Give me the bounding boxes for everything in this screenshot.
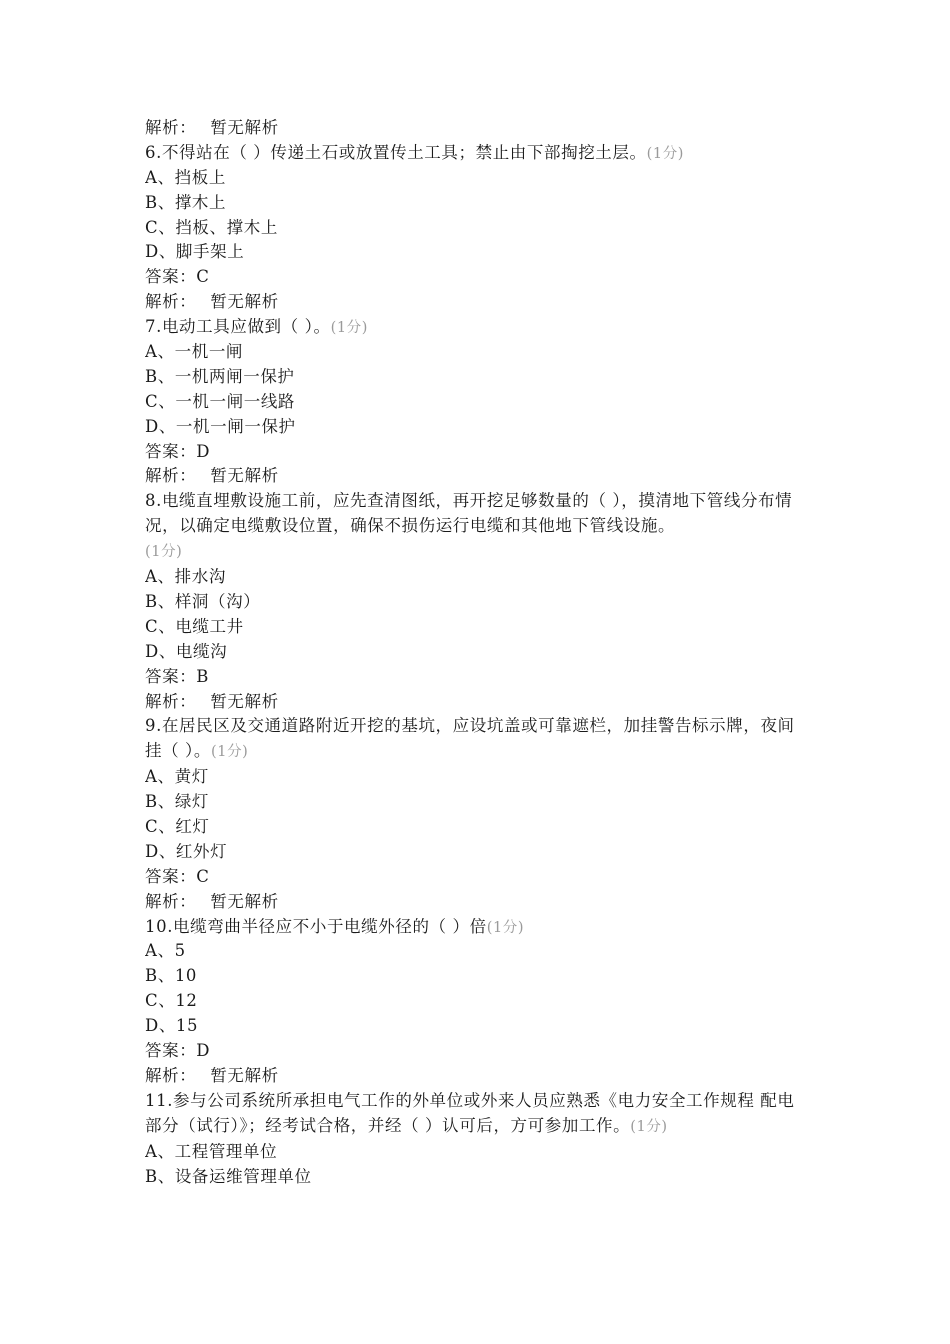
answer-line: 答案：C	[145, 866, 210, 886]
explanation-line	[145, 290, 810, 315]
option-b: B、10	[145, 966, 198, 986]
question-number: 9.	[145, 716, 162, 736]
option-a: A、5	[145, 941, 186, 961]
question-6	[145, 141, 810, 166]
option-a: A、工程管理单位	[145, 1141, 278, 1161]
question-text: 电缆弯曲半径应不小于电缆外径的（ ）倍	[173, 916, 487, 936]
option-b: B、一机两闸一保护	[145, 366, 295, 386]
option-a: A、排水沟	[145, 567, 226, 587]
question-text: 不得站在（ ）传递土石或放置传土工具；禁止由下部掏挖土层。	[161, 142, 647, 162]
answer-line: 答案：D	[145, 441, 211, 461]
option-d: D、脚手架上	[145, 242, 245, 262]
explanation-label: 解析：	[145, 118, 197, 137]
question-text: 参与公司系统所承担电气工作的外单位或外来人员应熟悉《电力安全工作规程 配电部分（试行）》；经考试合格，并经（ ）认可后，方可参加工作。	[145, 1090, 795, 1135]
question-score: (1分)	[145, 544, 183, 561]
explanation-line	[145, 116, 810, 141]
explanation-label: 解析：	[145, 891, 197, 911]
question-text: 电动工具应做到（ ）。	[161, 317, 331, 337]
question-number: 7.	[145, 317, 162, 337]
explanation-label: 解析：	[145, 466, 197, 486]
explanation-line	[145, 690, 810, 715]
option-c: C、一机一闸一线路	[145, 391, 296, 411]
explanation-value: 暂无解析	[210, 1065, 279, 1085]
explanation-line	[145, 890, 810, 915]
option-c: C、挡板、撑木上	[145, 217, 278, 237]
question-score: (1分)	[646, 145, 685, 162]
question-7	[145, 315, 810, 340]
explanation-line	[145, 464, 810, 489]
option-d: D、15	[145, 1016, 199, 1036]
explanation-line	[145, 1064, 810, 1089]
option-d: D、红外灯	[145, 841, 228, 861]
question-9	[145, 714, 810, 765]
option-a: A、黄灯	[145, 767, 209, 787]
option-b: B、样洞（沟）	[145, 591, 261, 611]
option-b: B、设备运维管理单位	[145, 1166, 312, 1186]
question-text: 在居民区及交通道路附近开挖的基坑，应设坑盖或可靠遮栏，加挂警告标示牌，夜间挂（ ）。	[145, 716, 795, 761]
question-list	[145, 116, 810, 1189]
answer-line: 答案：D	[145, 1041, 211, 1061]
explanation-value: 暂无解析	[210, 466, 279, 486]
option-c: C、红灯	[145, 817, 210, 837]
explanation-value: 暂无解析	[210, 292, 279, 312]
explanation-label: 解析：	[145, 292, 197, 312]
option-a: A、挡板上	[145, 167, 226, 187]
question-score: (1分)	[211, 744, 249, 761]
explanation-value: 暂无解析	[210, 691, 279, 711]
question-number: 8.	[145, 491, 162, 511]
question-text: 电缆直埋敷设施工前，应先查清图纸，再开挖足够数量的（ ），摸清地下管线分布情况，以确定电缆敷设位置，确保不损伤运行电缆和其他地下管线设施。	[145, 491, 793, 536]
option-a: A、一机一闸	[145, 342, 244, 362]
question-number: 6.	[145, 142, 162, 162]
explanation-label: 解析：	[145, 691, 197, 711]
answer-line: 答案：C	[145, 267, 210, 287]
question-number: 11.	[145, 1090, 174, 1110]
question-score: (1分)	[330, 320, 369, 337]
question-10	[145, 915, 810, 940]
question-8	[145, 489, 810, 565]
explanation-label: 解析：	[145, 1065, 197, 1085]
option-b: B、撑木上	[145, 192, 227, 212]
question-number: 10.	[145, 916, 174, 936]
question-score: (1分)	[630, 1118, 668, 1135]
question-11	[145, 1089, 810, 1140]
option-c: C、12	[145, 991, 198, 1011]
question-score: (1分)	[486, 919, 525, 936]
explanation-value: 暂无解析	[210, 118, 279, 137]
option-b: B、绿灯	[145, 792, 210, 812]
answer-line: 答案：B	[145, 666, 210, 686]
explanation-value: 暂无解析	[210, 891, 279, 911]
option-c: C、电缆工井	[145, 616, 244, 636]
option-d: D、电缆沟	[145, 641, 228, 661]
option-d: D、一机一闸一保护	[145, 416, 296, 436]
